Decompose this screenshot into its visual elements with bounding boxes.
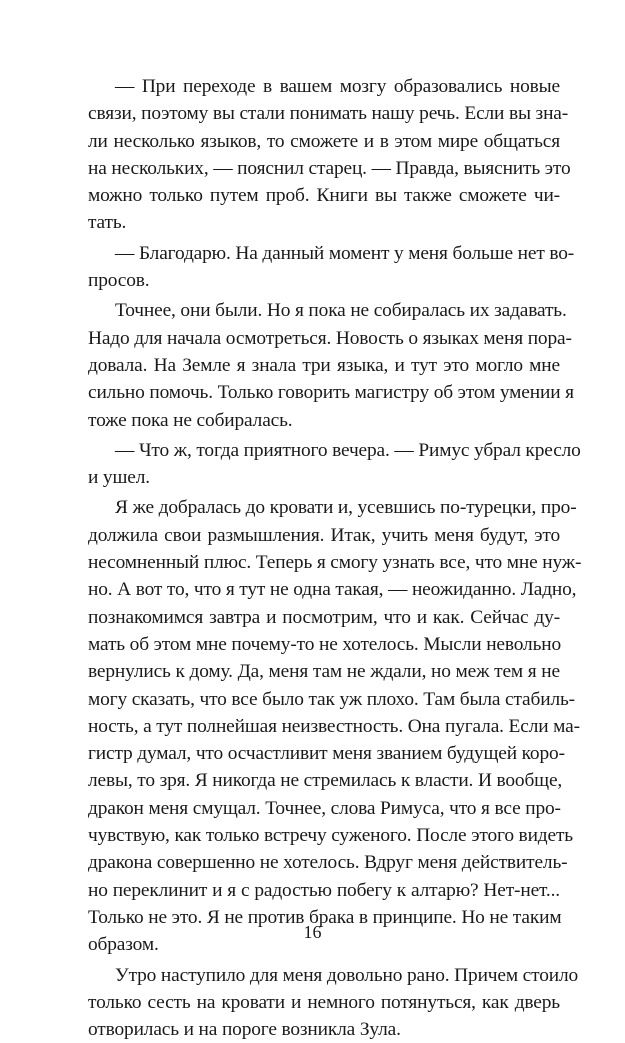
paragraph [88,437,560,492]
text-line: тать. [88,209,560,236]
page-number: 16 [0,922,625,943]
text-line: несомненный плюс. Теперь я смогу узнать все, что мне нуж- [88,549,560,576]
text-line: Только не это. Я не против брака в принципе. Но не таким [88,904,560,931]
text-line: Надо для начала осмотреться. Новость о языках меня пора- [88,325,560,352]
paragraph [88,494,560,958]
text-line: вернулись к дому. Да, меня там не ждали, но меж тем я не [88,658,560,685]
text-line: связи, поэтому вы стали понимать нашу речь. Если вы зна- [88,100,560,127]
text-line: чувствую, как только встречу суженого. После этого видеть [88,822,560,849]
text-line: — Благодарю. На данный момент у меня больше нет во- [88,240,560,267]
text-line: Я же добралась до кровати и, усевшись по-турецки, про- [88,494,560,521]
text-line: дракона совершенно не хотелось. Вдруг меня действитель- [88,849,560,876]
text-line: на нескольких, — пояснил старец. — Правда, выяснить это [88,155,560,182]
text-line: мать об этом мне почему-то не хотелось. Мысли невольно [88,631,560,658]
text-line: Утро наступило для меня довольно рано. Причем стоило [88,962,560,989]
text-line: — Что ж, тогда приятного вечера. — Римус убрал кресло [88,437,560,464]
text-line: можно только путем проб. Книги вы также сможете чи- [88,182,560,209]
text-line: просов. [88,267,560,294]
text-line: тоже пока не собиралась. [88,407,560,434]
text-line: только сесть на кровати и немного потянуться, как дверь [88,989,560,1016]
text-line: Точнее, они были. Но я пока не собиралась их задавать. [88,297,560,324]
text-line: ность, а тут полнейшая неизвестность. Она пугала. Если ма- [88,713,560,740]
text-line: но переклинит и я с радостью побегу к алтарю? Нет-нет... [88,877,560,904]
paragraph [88,297,560,433]
text-line: гистр думал, что осчастливит меня званием будущей коро- [88,740,560,767]
text-line: довала. На Земле я знала три языка, и тут это могло мне [88,352,560,379]
book-page-text [88,73,560,1043]
text-line: отворилась и на пороге возникла Зула. [88,1016,560,1043]
text-line: — При переходе в вашем мозгу образовались новые [88,73,560,100]
text-line: левы, то зря. Я никогда не стремилась к власти. И вообще, [88,767,560,794]
paragraph [88,962,560,1043]
text-line: сильно помочь. Только говорить магистру об этом умении я [88,379,560,406]
text-line: должила свои размышления. Итак, учить меня будут, это [88,522,560,549]
paragraph [88,73,560,237]
paragraph [88,240,560,295]
text-line: и ушел. [88,464,560,491]
text-line: но. А вот то, что я тут не одна такая, — неожиданно. Ладно, [88,576,560,603]
text-line: познакомимся завтра и посмотрим, что и как. Сейчас ду- [88,604,560,631]
text-line: могу сказать, что все было так уж плохо. Там была стабиль- [88,686,560,713]
text-line: образом. [88,931,560,958]
text-line: ли несколько языков, то сможете и в этом мире общаться [88,128,560,155]
text-line: дракон меня смущал. Точнее, слова Римуса, что я все про- [88,795,560,822]
